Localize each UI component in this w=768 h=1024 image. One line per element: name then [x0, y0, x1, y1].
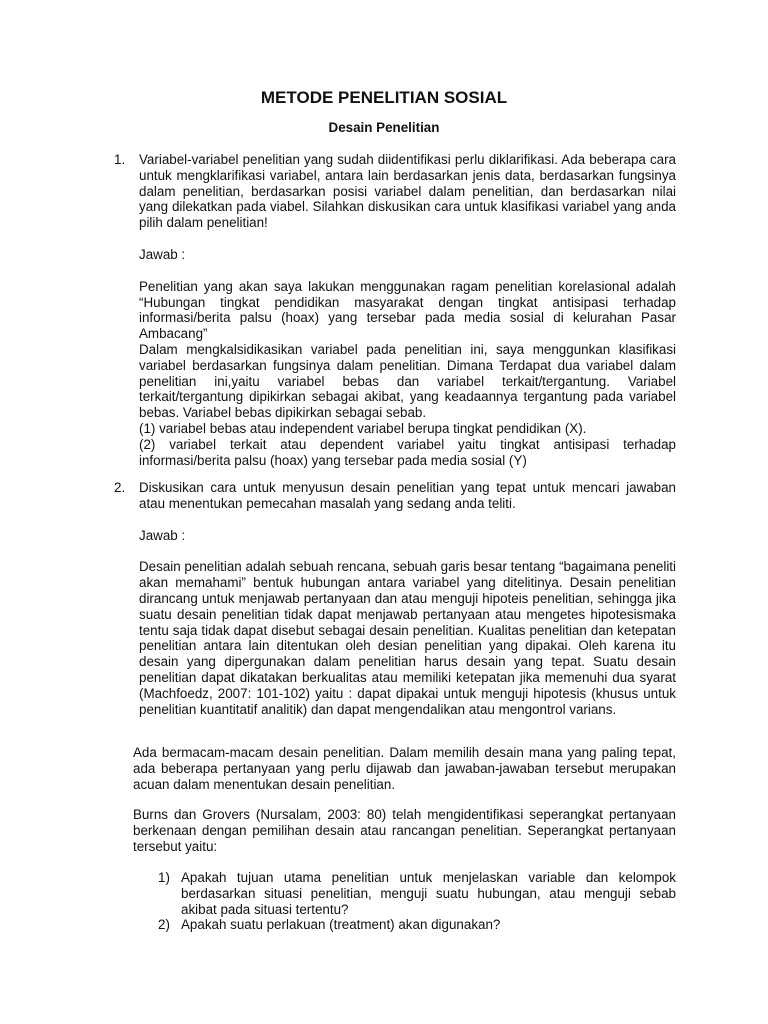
answer-label: Jawab : [139, 246, 186, 262]
question-number: 2. [114, 480, 126, 495]
answer-paragraph: Dalam mengkalsidikasikan variabel pada penelitian ini, saya menggunkan klasifikasi variabel berdasarkan fungsinya dalam penelitian. Dimana Terdapat dua variabel dalam penelitian ini,yaitu variabel bebas dan variabel terkait/tergantung. Variabel terkait/tergantung dipikirkan sebagai akibat, yang keadaannya tergantung pada variabel bebas. Variabel bebas dipikirkan sebagai sebab. [139, 341, 676, 421]
answer-paragraph: (1) variabel bebas atau independent variabel berupa tingkat pendidikan (X). [139, 420, 587, 436]
list-item-text: Apakah tujuan utama penelitian untuk menjelaskan variable dan kelompok berdasarkan situasi penelitian, menguji suatu hubungan, atau menguji sebab akibat pada situasi tertentu? [181, 870, 676, 917]
list-item [158, 917, 676, 933]
question-text: Diskusikan cara untuk menyusun desain penelitian yang tepat untuk mencari jawaban atau menentukan pemecahan masalah yang sedang anda teliti. [139, 480, 676, 511]
list-item-number: 1) [158, 870, 170, 885]
answer-label: Jawab : [139, 527, 186, 543]
list-item [158, 870, 676, 917]
answer-paragraph: Desain penelitian adalah sebuah rencana, sebuah garis besar tentang “bagaimana peneliti akan memahami” bentuk hubungan antara variabel yang ditelitinya. Desain penelitian dirancang untuk menjawab pertanyaan dan atau menguji hipoteis penelitian, sehingga jika suatu desain penelitian tidak dapat menjawab pertanyaan atau mengetes hipotesismaka tentu saja tidak dapat disebut sebagai desain penelitian. Kualitas penelitian dan ketepatan penelitian antara lain ditentukan oleh desian penelitian yang dipakai. Oleh karena itu desain yang dipergunakan dalam penelitian harus desain yang tepat. Suatu desain penelitian dapat dikatakan berkualitas atau memiliki ketepatan jika memenuhi dua syarat (Machfoedz, 2007: 101-102) yaitu : dapat dipakai untuk menguji hipotesis (khusus untuk penelitian kuantitatif analitik) dan dapat mengendalikan atau mengontrol varians. [139, 559, 676, 717]
question-2 [114, 480, 676, 717]
document-subtitle: Desain Penelitian [328, 120, 440, 135]
paragraph-text: Ada bermacam-macam desain penelitian. Dalam memilih desain mana yang paling tepat, ada beberapa pertanyaan yang perlu dijawab dan jawaban-jawaban tersebut merupakan acuan dalam menentukan desain penelitian. [133, 745, 676, 792]
list-item-text: Apakah suatu perlakuan (treatment) akan digunakan? [181, 917, 501, 933]
paragraph-design-types [133, 745, 676, 792]
list-item-number: 2) [158, 917, 170, 933]
question-list [158, 870, 676, 933]
answer-paragraph: Penelitian yang akan saya lakukan menggunakan ragam penelitian korelasional adalah “Hubungan tingkat pendidikan masyarakat dengan tingkat antisipasi terhadap informasi/berita palsu (hoax) yang tersebar pada media sosial di kelurahan Pasar Ambacang” [139, 278, 676, 342]
document-title: METODE PENELITIAN SOSIAL [260, 88, 508, 107]
question-text: Variabel-variabel penelitian yang sudah diidentifikasi perlu diklarifikasi. Ada beberapa cara untuk mengklarifikasi variabel, antara lain berdasarkan jenis data, berdasarkan fungsinya dalam penelitian, berdasarkan posisi variabel dalam penelitian, dan berdasarkan nilai yang dilekatkan pada viabel. Silahkan diskusikan cara untuk klasifikasi variabel yang anda pilih dalam penelitian! [139, 152, 676, 231]
paragraph-burns-grovers [133, 807, 676, 854]
answer-paragraph: (2) variabel terkait atau dependent variabel yaitu tingkat antisipasi terhadap informasi/berita palsu (hoax) yang tersebar pada media sosial (Y) [139, 436, 676, 468]
question-number: 1. [114, 152, 126, 167]
question-1 [114, 152, 676, 468]
paragraph-text: Burns dan Grovers (Nursalam, 2003: 80) telah mengidentifikasi seperangkat pertanyaan berkenaan dengan pemilihan desain atau rancangan penelitian. Seperangkat pertanyaan tersebut yaitu: [133, 807, 676, 854]
